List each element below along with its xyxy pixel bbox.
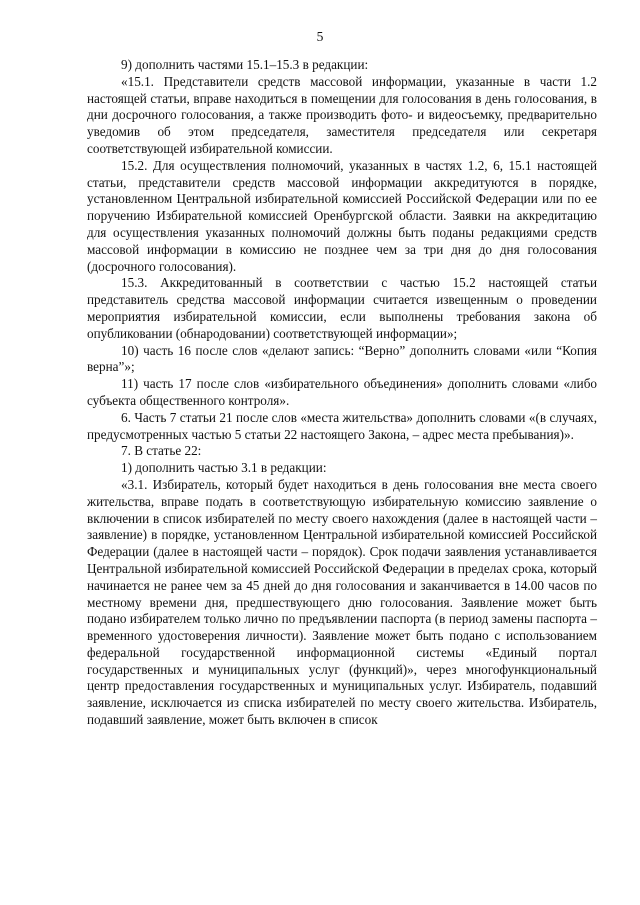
paragraph-item-1: 1) дополнить частью 3.1 в редакции:	[121, 460, 327, 476]
paragraph-item-10: 10) часть 16 после слов «делают запись: “Верно” дополнить словами «или “Копия верна”»;	[87, 342, 597, 375]
paragraph-part-15-2: 15.2. Для осуществления полномочий, указанных в частях 1.2, 6, 15.1 настоящей статьи, представители средств массовой информации аккредитуются в порядке, установленном Центральной избирательной комиссией Российской Федерации или по ее поручению Избирательной комиссией Оренбургской области. Заявки на аккредитацию для осуществления указанных полномочий должны быть поданы редакциями средств массовой информации в комиссию не позднее чем за три дня до дня голосования (досрочного голосования).	[87, 157, 597, 274]
document-body	[87, 57, 597, 729]
paragraph-part-3-1: «3.1. Избиратель, который будет находиться в день голосования вне места своего жительства, вправе подать в соответствующую избирательную комиссию заявление о включении в список избирателей по месту своего нахождения (далее в настоящей части – заявление) в порядке, установленном Центральной избирательной комиссией Российской Федерации (далее в настоящей части – порядок). Срок подачи заявления устанавливается Центральной избирательной комиссией Российской Федерации в пределах срока, который начинается не ранее чем за 45 дней до дня голосования и заканчивается в 14.00 часов по местному времени дня, предшествующего дню голосования. Заявление может быть подано избирателем только лично по предъявлении паспорта (в период замены паспорта – временного удостоверения личности). Заявление может быть подано с использованием федеральной государственной информационной системы «Единый портал государственных и муниципальных услуг (функций)», через многофункциональный центр предоставления государственных и муниципальных услуг. Избиратель, подавший заявление, исключается из списка избирателей по месту своего жительства. Избиратель, подавший заявление, может быть включен в список	[87, 476, 597, 728]
paragraph-section-7: 7. В статье 22:	[121, 443, 202, 459]
paragraph-section-6: 6. Часть 7 статьи 21 после слов «места жительства» дополнить словами «(в случаях, предусмотренных частью 5 статьи 22 настоящего Закона, – адрес места пребывания)».	[87, 409, 597, 442]
paragraph-item-9: 9) дополнить частями 15.1–15.3 в редакции:	[121, 57, 369, 72]
page-number: 5	[316, 29, 324, 44]
paragraph-part-15-1: «15.1. Представители средств массовой информации, указанные в части 1.2 настоящей статьи, вправе находиться в помещении для голосования в день голосования, в дни досрочного голосования, а также производить фото- и видеосъемку, предварительно уведомив об этом председателя, заместителя председателя или секретаря соответствующей избирательной комиссии.	[87, 73, 597, 156]
paragraph-part-15-3: 15.3. Аккредитованный в соответствии с частью 15.2 настоящей статьи представитель средства массовой информации считается извещенным о проведении мероприятия избирательной комиссии, если выполнены требования закона об опубликовании (обнародовании) соответствующей информации»;	[87, 275, 597, 341]
paragraph-item-11: 11) часть 17 после слов «избирательного объединения» дополнить словами «либо субъекта общественного контроля».	[87, 376, 597, 408]
